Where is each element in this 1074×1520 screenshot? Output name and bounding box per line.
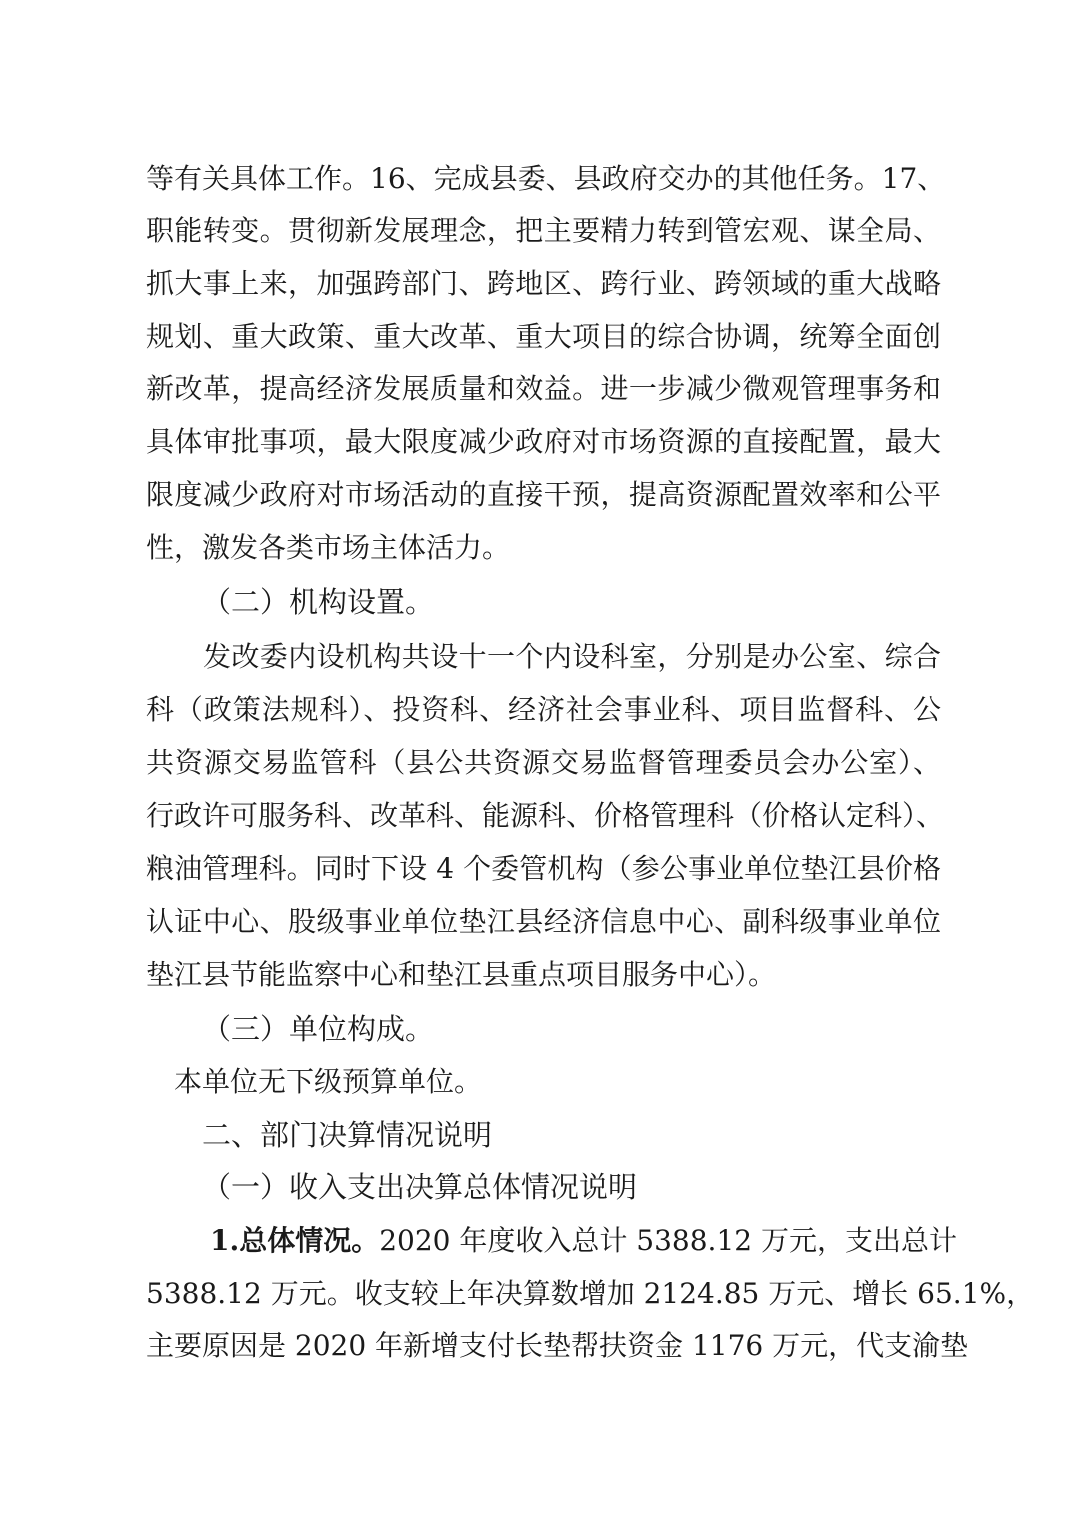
body-text-line: 本单位无下级预算单位。 [174,1065,483,1098]
body-text-line: 具体审批事项，最大限度减少政府对市场资源的直接配置，最大 [146,425,941,458]
section-heading-unit-composition: （三）单位构成。 [202,1012,435,1046]
body-text-line: 发改委内设机构共设十一个内设科室，分别是办公室、综合 [203,640,941,673]
body-text-line [210,1221,957,1261]
body-text-line: 共资源交易监管科（县公共资源交易监督管理委员会办公室）、 [146,746,941,779]
body-text-line: 粮油管理科。同时下设 4 个委管机构（参公事业单位垫江县价格 [146,852,941,885]
body-text-line: 5388.12 万元。收支较上年决算数增加 2124.85 万元、增长 65.1%， [146,1277,1035,1310]
body-text-line: 限度减少政府对市场活动的直接干预，提高资源配置效率和公平 [146,478,941,511]
body-text-line: 行政许可服务科、改革科、能源科、价格管理科（价格认定科）、 [146,799,945,832]
body-text-line: 等有关具体工作。16、完成县委、县政府交办的其他任务。17、 [146,162,946,195]
body-text-line: 抓大事上来，加强跨部门、跨地区、跨行业、跨领域的重大战略 [146,267,941,300]
section-heading-org-setup: （二）机构设置。 [202,585,435,619]
subsection-heading-income-expenditure: （一）收入支出决算总体情况说明 [202,1170,638,1204]
body-text-line: 主要原因是 2020 年新增支付长垫帮扶资金 1176 万元，代支渝垫 [146,1329,969,1362]
paragraph-lead-text: 2020 年度收入总计 5388.12 万元，支出总计 [379,1224,957,1257]
section-heading-final-accounts: 二、部门决算情况说明 [202,1118,493,1152]
body-text-line: 规划、重大政策、重大改革、重大项目的综合协调，统筹全面创 [146,320,941,353]
paragraph-lead-overall: 1.总体情况。 [210,1224,380,1257]
body-text-line: 职能转变。贯彻新发展理念，把主要精力转到管宏观、谋全局、 [146,214,941,247]
body-text-line: 新改革，提高经济发展质量和效益。进一步减少微观管理事务和 [146,372,941,405]
body-text-line: 垫江县节能监察中心和垫江县重点项目服务中心）。 [146,958,777,991]
body-text-line: 性，激发各类市场主体活力。 [146,531,511,564]
body-text-line: 科（政策法规科）、投资科、经济社会事业科、项目监督科、公 [146,693,941,726]
body-text-line: 认证中心、股级事业单位垫江县经济信息中心、副科级事业单位 [146,905,941,938]
